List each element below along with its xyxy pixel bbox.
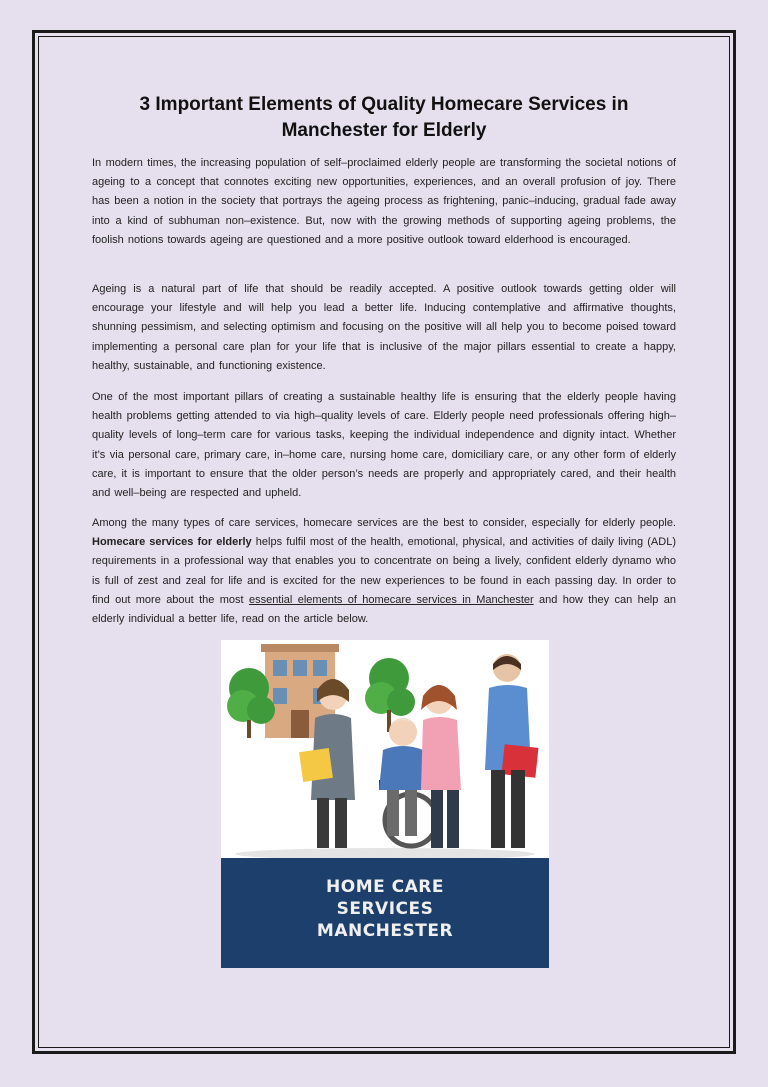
banner-line: HOME CARE [326,877,444,897]
banner-text [221,876,549,942]
homecare-illustration [221,640,549,968]
homecare-bold-phrase: Homecare services for elderly [92,536,252,549]
homecare-end-text: and how they can help an elderly individual a better life, read on the article below. [92,593,676,626]
banner-line: MANCHESTER [316,921,454,941]
banner-line: SERVICES [336,899,434,919]
homecare-link[interactable]: essential elements of homecare services in Manchester [248,593,534,606]
homecare-intro-text: Among the many types of care services, homecare services are the best to consider, especially for elderly people. [92,517,676,529]
document-title: 3 Important Elements of Quality Homecare Services in Manchester for Elderly [139,94,629,141]
elderly-man-head [389,718,417,746]
paragraph-homecare [92,514,676,629]
paragraph-pillars: One of the most important pillars of creating a sustainable healthy life is ensuring that the elderly people having health problems getting attended to via high–quality levels of care. Elderly people need professionals offering high–quality levels of long–term care for various tasks, keeping the individual independence and dignity intact. Whether it’s via personal care, primary care, in–home care, nursing home care, domiciliary care, or any other form of elderly care, it is important to ensure that the older person’s needs are properly and appropriately cared, and their health and well–being are respected and upheld. [92,391,676,500]
paragraph-intro: In modern times, the increasing population of self–proclaimed elderly people are transforming the societal notions of ageing to a concept that connotes exciting new opportunities, experiences, and an overall profusion of joy. There has been a notion in the society that portrays the ageing process as frightening, panic–inducing, gradual fade away into a kind of subhuman non–existence. But, now with the growing methods of supporting ageing problems, the foolish notions towards ageing are questioned and a more positive outlook toward elderhood is encouraged. [92,157,676,246]
caregivers-illustration [221,640,549,858]
banner [221,858,549,968]
paragraph-positive-outlook: Ageing is a natural part of life that should be readily accepted. A positive outlook towards getting older will encourage your lifestyle and will help you lead a better life. Inducing contemplative and affirmative thoughts, shunning pessimism, and selecting optimism and focusing on the positive will all help you to become poised toward implementing a personal care plan for your life that is inclusive of the major pillars essential to create a happy, healthy, sustainable, and functioning existence. [92,283,676,372]
homecare-middle-text: helps fulfil most of the health, emotional, physical, and activities of daily living (ADL) requirements in a professional way that enables you to concentrate on being a lively, confident elderly dynamo who is full of zest and zeal for life and is excited for the new experiences to be found in each passing day. In order to find out more about the most [92,536,676,606]
